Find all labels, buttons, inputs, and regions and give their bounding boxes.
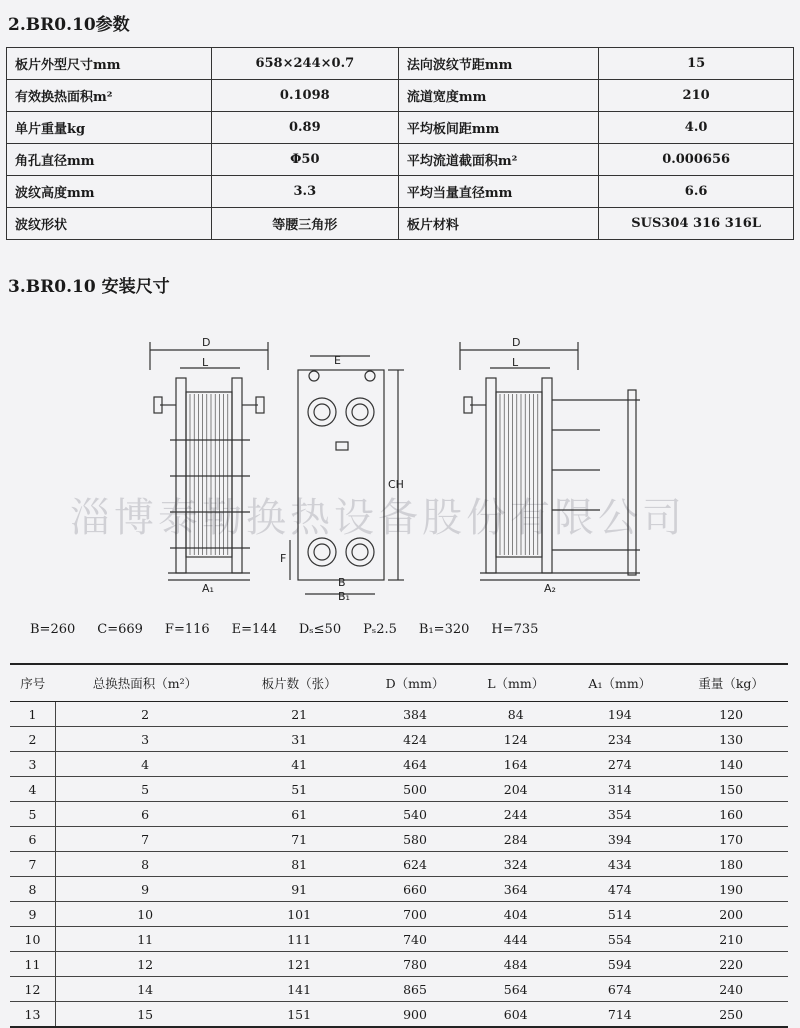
table-cell: 15 bbox=[55, 1002, 234, 1028]
table-cell: 84 bbox=[466, 702, 565, 727]
table-cell: 124 bbox=[466, 727, 565, 752]
column-header: 总换热面积（m²） bbox=[55, 664, 234, 702]
table-row bbox=[10, 877, 788, 902]
table-cell: 274 bbox=[565, 752, 674, 777]
side-view-left bbox=[150, 342, 268, 580]
table-row bbox=[10, 952, 788, 977]
table-cell: 12 bbox=[10, 977, 55, 1002]
table-cell: 464 bbox=[364, 752, 466, 777]
table-cell: 101 bbox=[234, 902, 364, 927]
parameter-value: 0.1098 bbox=[211, 80, 398, 112]
parameter-value: 658×244×0.7 bbox=[211, 48, 398, 80]
label-f: F bbox=[280, 552, 287, 565]
table-cell: 1 bbox=[10, 702, 55, 727]
parameter-label: 平均流道截面积m² bbox=[398, 144, 598, 176]
table-cell: 160 bbox=[674, 802, 788, 827]
parameter-value: 4.0 bbox=[599, 112, 794, 144]
table-cell: 151 bbox=[234, 1002, 364, 1028]
table-cell: 740 bbox=[364, 927, 466, 952]
table-cell: 200 bbox=[674, 902, 788, 927]
table-cell: 700 bbox=[364, 902, 466, 927]
table-cell: 2 bbox=[55, 702, 234, 727]
label-l-right: L bbox=[512, 356, 519, 369]
spec-item: E=144 bbox=[231, 622, 277, 637]
column-header: 板片数（张） bbox=[234, 664, 364, 702]
parameter-row bbox=[7, 144, 794, 176]
parameter-label: 平均当量直径mm bbox=[398, 176, 598, 208]
parameter-label: 有效换热面积m² bbox=[7, 80, 212, 112]
table-cell: 6 bbox=[10, 827, 55, 852]
table-row bbox=[10, 852, 788, 877]
label-a1: A₁ bbox=[202, 582, 214, 595]
label-d-right: D bbox=[512, 336, 521, 349]
table-row bbox=[10, 702, 788, 727]
parameter-row bbox=[7, 208, 794, 240]
table-cell: 130 bbox=[674, 727, 788, 752]
parameter-label: 板片材料 bbox=[398, 208, 598, 240]
table-cell: 234 bbox=[565, 727, 674, 752]
table-row bbox=[10, 752, 788, 777]
table-cell: 14 bbox=[55, 977, 234, 1002]
column-header: 重量（kg） bbox=[674, 664, 788, 702]
table-cell: 714 bbox=[565, 1002, 674, 1028]
parameter-value: 3.3 bbox=[211, 176, 398, 208]
side-view-right bbox=[460, 342, 640, 580]
column-header: D（mm） bbox=[364, 664, 466, 702]
parameter-label: 法向波纹节距mm bbox=[398, 48, 598, 80]
table-cell: 900 bbox=[364, 1002, 466, 1028]
parameter-value: 6.6 bbox=[599, 176, 794, 208]
label-d-left: D bbox=[202, 336, 211, 349]
label-a2: A₂ bbox=[544, 582, 556, 595]
table-cell: 6 bbox=[55, 802, 234, 827]
table-row bbox=[10, 1002, 788, 1028]
table-cell: 580 bbox=[364, 827, 466, 852]
table-cell: 21 bbox=[234, 702, 364, 727]
parameter-label: 板片外型尺寸mm bbox=[7, 48, 212, 80]
table-cell: 41 bbox=[234, 752, 364, 777]
spec-item: B=260 bbox=[30, 622, 76, 637]
table-cell: 2 bbox=[10, 727, 55, 752]
label-e: E bbox=[334, 354, 341, 367]
table-cell: 121 bbox=[234, 952, 364, 977]
parameter-label: 角孔直径mm bbox=[7, 144, 212, 176]
spec-item: Pₛ2.5 bbox=[363, 622, 397, 637]
section-3-title: 3.BR0.10 安装尺寸 bbox=[8, 277, 170, 297]
front-view bbox=[290, 356, 404, 594]
parameter-table bbox=[6, 47, 794, 240]
parameter-label: 流道宽度mm bbox=[398, 80, 598, 112]
table-cell: 564 bbox=[466, 977, 565, 1002]
table-cell: 150 bbox=[674, 777, 788, 802]
table-cell: 324 bbox=[466, 852, 565, 877]
installation-drawing bbox=[0, 330, 800, 600]
table-cell: 604 bbox=[466, 1002, 565, 1028]
table-row bbox=[10, 802, 788, 827]
table-cell: 674 bbox=[565, 977, 674, 1002]
table-row bbox=[10, 827, 788, 852]
table-cell: 13 bbox=[10, 1002, 55, 1028]
table-cell: 194 bbox=[565, 702, 674, 727]
table-cell: 554 bbox=[565, 927, 674, 952]
table-cell: 444 bbox=[466, 927, 565, 952]
parameter-row bbox=[7, 80, 794, 112]
table-cell: 5 bbox=[55, 777, 234, 802]
table-cell: 384 bbox=[364, 702, 466, 727]
spec-item: H=735 bbox=[491, 622, 539, 637]
table-cell: 111 bbox=[234, 927, 364, 952]
table-row bbox=[10, 727, 788, 752]
table-cell: 500 bbox=[364, 777, 466, 802]
table-cell: 190 bbox=[674, 877, 788, 902]
table-cell: 91 bbox=[234, 877, 364, 902]
spec-item: F=116 bbox=[164, 622, 210, 637]
table-cell: 220 bbox=[674, 952, 788, 977]
table-cell: 9 bbox=[55, 877, 234, 902]
table-cell: 140 bbox=[674, 752, 788, 777]
table-cell: 244 bbox=[466, 802, 565, 827]
table-cell: 250 bbox=[674, 1002, 788, 1028]
label-ch: CH bbox=[388, 478, 404, 491]
table-row bbox=[10, 977, 788, 1002]
table-cell: 354 bbox=[565, 802, 674, 827]
spec-item: C=669 bbox=[97, 622, 143, 637]
spec-item: Dₛ≤50 bbox=[298, 622, 342, 637]
table-cell: 660 bbox=[364, 877, 466, 902]
table-cell: 865 bbox=[364, 977, 466, 1002]
table-cell: 594 bbox=[565, 952, 674, 977]
table-row bbox=[10, 902, 788, 927]
table-cell: 11 bbox=[10, 952, 55, 977]
parameter-value: 210 bbox=[599, 80, 794, 112]
table-cell: 12 bbox=[55, 952, 234, 977]
table-cell: 314 bbox=[565, 777, 674, 802]
table-cell: 404 bbox=[466, 902, 565, 927]
table-cell: 81 bbox=[234, 852, 364, 877]
table-cell: 394 bbox=[565, 827, 674, 852]
table-cell: 624 bbox=[364, 852, 466, 877]
table-cell: 364 bbox=[466, 877, 565, 902]
table-cell: 284 bbox=[466, 827, 565, 852]
table-cell: 7 bbox=[10, 852, 55, 877]
table-cell: 51 bbox=[234, 777, 364, 802]
table-row bbox=[10, 927, 788, 952]
table-cell: 210 bbox=[674, 927, 788, 952]
table-cell: 31 bbox=[234, 727, 364, 752]
table-cell: 474 bbox=[565, 877, 674, 902]
spec-line bbox=[30, 622, 560, 637]
table-cell: 434 bbox=[565, 852, 674, 877]
table-cell: 204 bbox=[466, 777, 565, 802]
label-b1: B₁ bbox=[338, 590, 350, 600]
column-header: 序号 bbox=[10, 664, 55, 702]
parameter-row bbox=[7, 48, 794, 80]
table-cell: 120 bbox=[674, 702, 788, 727]
table-cell: 9 bbox=[10, 902, 55, 927]
table-cell: 10 bbox=[10, 927, 55, 952]
table-cell: 4 bbox=[55, 752, 234, 777]
table-cell: 170 bbox=[674, 827, 788, 852]
table-cell: 8 bbox=[55, 852, 234, 877]
parameter-label: 波纹高度mm bbox=[7, 176, 212, 208]
table-cell: 164 bbox=[466, 752, 565, 777]
parameter-label: 平均板间距mm bbox=[398, 112, 598, 144]
parameter-label: 单片重量kg bbox=[7, 112, 212, 144]
table-cell: 180 bbox=[674, 852, 788, 877]
table-cell: 11 bbox=[55, 927, 234, 952]
table-cell: 484 bbox=[466, 952, 565, 977]
dimension-table bbox=[10, 663, 788, 1028]
section-2-title: 2.BR0.10参数 bbox=[8, 15, 130, 35]
table-row bbox=[10, 777, 788, 802]
parameter-value: SUS304 316 316L bbox=[599, 208, 794, 240]
parameter-value: 15 bbox=[599, 48, 794, 80]
parameter-value: 0.000656 bbox=[599, 144, 794, 176]
table-cell: 5 bbox=[10, 802, 55, 827]
table-cell: 514 bbox=[565, 902, 674, 927]
table-cell: 424 bbox=[364, 727, 466, 752]
table-cell: 540 bbox=[364, 802, 466, 827]
spec-item: B₁=320 bbox=[418, 622, 470, 637]
table-cell: 240 bbox=[674, 977, 788, 1002]
table-cell: 780 bbox=[364, 952, 466, 977]
parameter-label: 波纹形状 bbox=[7, 208, 212, 240]
table-cell: 141 bbox=[234, 977, 364, 1002]
parameter-row bbox=[7, 176, 794, 208]
table-cell: 8 bbox=[10, 877, 55, 902]
table-cell: 10 bbox=[55, 902, 234, 927]
column-header: A₁（mm） bbox=[565, 664, 674, 702]
table-cell: 7 bbox=[55, 827, 234, 852]
parameter-value: Φ50 bbox=[211, 144, 398, 176]
column-header: L（mm） bbox=[466, 664, 565, 702]
table-cell: 4 bbox=[10, 777, 55, 802]
company-watermark: 淄博泰勒换热设备股份有限公司 bbox=[70, 495, 686, 541]
parameter-value: 0.89 bbox=[211, 112, 398, 144]
label-l-left: L bbox=[202, 356, 209, 369]
parameter-value: 等腰三角形 bbox=[211, 208, 398, 240]
table-cell: 71 bbox=[234, 827, 364, 852]
label-b: B bbox=[338, 576, 346, 589]
parameter-row bbox=[7, 112, 794, 144]
table-cell: 3 bbox=[55, 727, 234, 752]
table-cell: 3 bbox=[10, 752, 55, 777]
table-cell: 61 bbox=[234, 802, 364, 827]
